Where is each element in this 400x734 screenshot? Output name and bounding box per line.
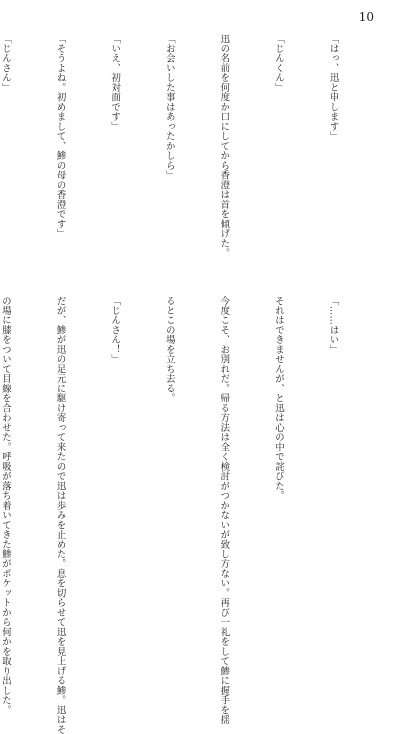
text-line: 「いえ、初対面です」 — [109, 34, 121, 132]
text-line: だが、鯵が迅の足元に駆け寄って来たので迅は歩みを止めた。息を切らせて迅を見上げる鯵。迅はそ — [54, 296, 66, 734]
text-line: 今度こそ、お別れだ。帰る方法は全く検討がつかないが致し方ない。再び一礼をして鯵に握手を揺 — [218, 296, 230, 725]
text-line: の場に膝をついて目線を合わせた。呼吸が落ち着いてきた鯵がポケットから何かを取り出した。 — [0, 296, 11, 715]
text-line: 「お会いした事はあったかしら」 — [163, 34, 175, 181]
text-line: 「はっ、迅と申します」 — [327, 34, 339, 142]
text-line: 「じんくん」 — [272, 34, 284, 93]
text-line: 「そうよね。初めまして、鯵の母の香澄です」 — [54, 34, 66, 239]
text-line: 「じんさん！」 — [109, 296, 121, 365]
upper-text-block — [0, 34, 378, 275]
text-line: るとこの場を立ち去る。 — [163, 296, 175, 404]
text-line: 迅の名前を何度か口にしてから香澄は首を傾げた。 — [218, 34, 230, 259]
text-line: 「……はい」 — [327, 296, 339, 355]
text-line: 「じんさん」 — [0, 34, 11, 93]
page-number: 10 — [358, 10, 374, 24]
lower-text-block — [0, 296, 378, 734]
text-line: それはできませんが、と迅は心の中で詫びた。 — [272, 296, 284, 501]
